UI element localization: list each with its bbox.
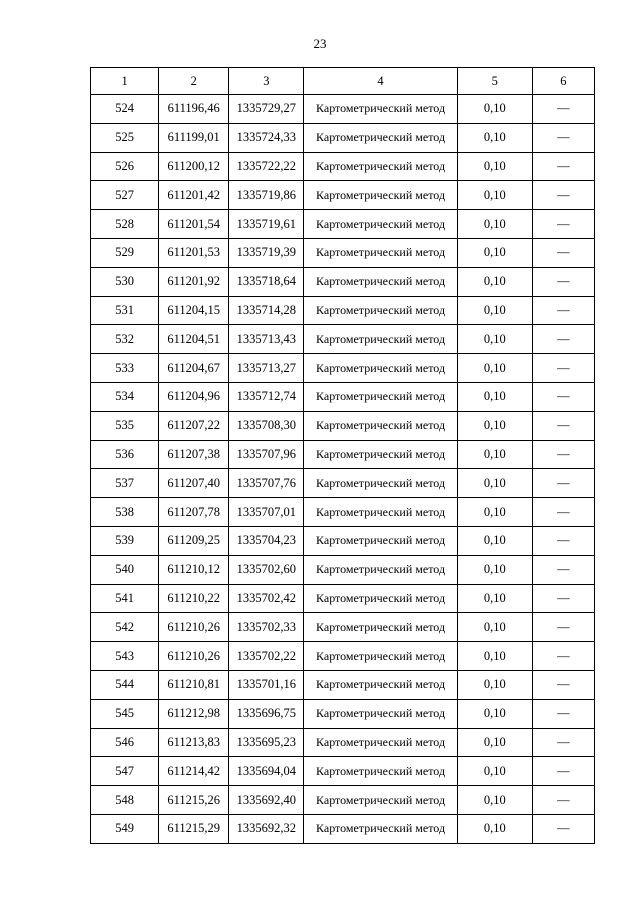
- method-cell: Картометрический метод: [304, 95, 457, 124]
- note-cell: —: [532, 699, 594, 728]
- accuracy-cell: 0,10: [457, 325, 532, 354]
- point-number-cell: 526: [91, 152, 159, 181]
- point-number-cell: 532: [91, 325, 159, 354]
- x-coordinate-cell: 611207,40: [159, 469, 229, 498]
- y-coordinate-cell: 1335696,75: [229, 699, 304, 728]
- header-cell-5: 5: [457, 68, 532, 95]
- header-cell-6: 6: [532, 68, 594, 95]
- x-coordinate-cell: 611204,67: [159, 354, 229, 383]
- y-coordinate-cell: 1335704,23: [229, 526, 304, 555]
- method-cell: Картометрический метод: [304, 382, 457, 411]
- note-cell: —: [532, 670, 594, 699]
- x-coordinate-cell: 611207,38: [159, 440, 229, 469]
- y-coordinate-cell: 1335714,28: [229, 296, 304, 325]
- x-coordinate-cell: 611210,22: [159, 584, 229, 613]
- method-cell: Картометрический метод: [304, 238, 457, 267]
- point-number-cell: 525: [91, 123, 159, 152]
- y-coordinate-cell: 1335719,61: [229, 210, 304, 239]
- table-row: [91, 642, 595, 671]
- method-cell: Картометрический метод: [304, 123, 457, 152]
- accuracy-cell: 0,10: [457, 728, 532, 757]
- table-row: [91, 123, 595, 152]
- table-row: [91, 555, 595, 584]
- y-coordinate-cell: 1335701,16: [229, 670, 304, 699]
- method-cell: Картометрический метод: [304, 555, 457, 584]
- x-coordinate-cell: 611210,12: [159, 555, 229, 584]
- method-cell: Картометрический метод: [304, 210, 457, 239]
- note-cell: —: [532, 325, 594, 354]
- point-number-cell: 536: [91, 440, 159, 469]
- y-coordinate-cell: 1335702,60: [229, 555, 304, 584]
- accuracy-cell: 0,10: [457, 382, 532, 411]
- point-number-cell: 544: [91, 670, 159, 699]
- y-coordinate-cell: 1335719,86: [229, 181, 304, 210]
- table-row: [91, 526, 595, 555]
- method-cell: Картометрический метод: [304, 584, 457, 613]
- header-cell-2: 2: [159, 68, 229, 95]
- x-coordinate-cell: 611209,25: [159, 526, 229, 555]
- header-cell-3: 3: [229, 68, 304, 95]
- x-coordinate-cell: 611214,42: [159, 757, 229, 786]
- note-cell: —: [532, 526, 594, 555]
- y-coordinate-cell: 1335712,74: [229, 382, 304, 411]
- table-body: [91, 95, 595, 844]
- method-cell: Картометрический метод: [304, 498, 457, 527]
- point-number-cell: 535: [91, 411, 159, 440]
- x-coordinate-cell: 611201,92: [159, 267, 229, 296]
- x-coordinate-cell: 611210,81: [159, 670, 229, 699]
- note-cell: —: [532, 584, 594, 613]
- y-coordinate-cell: 1335694,04: [229, 757, 304, 786]
- accuracy-cell: 0,10: [457, 555, 532, 584]
- x-coordinate-cell: 611212,98: [159, 699, 229, 728]
- table-row: [91, 728, 595, 757]
- accuracy-cell: 0,10: [457, 469, 532, 498]
- table-row: [91, 296, 595, 325]
- y-coordinate-cell: 1335719,39: [229, 238, 304, 267]
- note-cell: —: [532, 469, 594, 498]
- point-number-cell: 543: [91, 642, 159, 671]
- note-cell: —: [532, 354, 594, 383]
- method-cell: Картометрический метод: [304, 526, 457, 555]
- point-number-cell: 529: [91, 238, 159, 267]
- y-coordinate-cell: 1335692,40: [229, 786, 304, 815]
- y-coordinate-cell: 1335718,64: [229, 267, 304, 296]
- note-cell: —: [532, 555, 594, 584]
- x-coordinate-cell: 611204,15: [159, 296, 229, 325]
- x-coordinate-cell: 611204,96: [159, 382, 229, 411]
- method-cell: Картометрический метод: [304, 814, 457, 843]
- point-number-cell: 528: [91, 210, 159, 239]
- x-coordinate-cell: 611215,29: [159, 814, 229, 843]
- accuracy-cell: 0,10: [457, 786, 532, 815]
- table-row: [91, 382, 595, 411]
- note-cell: —: [532, 786, 594, 815]
- y-coordinate-cell: 1335695,23: [229, 728, 304, 757]
- x-coordinate-cell: 611213,83: [159, 728, 229, 757]
- method-cell: Картометрический метод: [304, 469, 457, 498]
- x-coordinate-cell: 611210,26: [159, 613, 229, 642]
- table-row: [91, 498, 595, 527]
- table-header: [91, 68, 595, 95]
- accuracy-cell: 0,10: [457, 296, 532, 325]
- accuracy-cell: 0,10: [457, 613, 532, 642]
- note-cell: —: [532, 642, 594, 671]
- table-row: [91, 210, 595, 239]
- x-coordinate-cell: 611207,78: [159, 498, 229, 527]
- method-cell: Картометрический метод: [304, 411, 457, 440]
- note-cell: —: [532, 440, 594, 469]
- y-coordinate-cell: 1335708,30: [229, 411, 304, 440]
- accuracy-cell: 0,10: [457, 411, 532, 440]
- point-number-cell: 545: [91, 699, 159, 728]
- accuracy-cell: 0,10: [457, 814, 532, 843]
- point-number-cell: 538: [91, 498, 159, 527]
- note-cell: —: [532, 613, 594, 642]
- note-cell: —: [532, 814, 594, 843]
- note-cell: —: [532, 95, 594, 124]
- point-number-cell: 533: [91, 354, 159, 383]
- note-cell: —: [532, 757, 594, 786]
- x-coordinate-cell: 611196,46: [159, 95, 229, 124]
- x-coordinate-cell: 611201,53: [159, 238, 229, 267]
- y-coordinate-cell: 1335707,76: [229, 469, 304, 498]
- header-cell-4: 4: [304, 68, 457, 95]
- table-row: [91, 757, 595, 786]
- accuracy-cell: 0,10: [457, 354, 532, 383]
- accuracy-cell: 0,10: [457, 123, 532, 152]
- note-cell: —: [532, 382, 594, 411]
- table-row: [91, 354, 595, 383]
- x-coordinate-cell: 611201,42: [159, 181, 229, 210]
- coordinates-table: [90, 67, 595, 844]
- table-row: [91, 95, 595, 124]
- y-coordinate-cell: 1335702,42: [229, 584, 304, 613]
- x-coordinate-cell: 611199,01: [159, 123, 229, 152]
- table-row: [91, 325, 595, 354]
- note-cell: —: [532, 152, 594, 181]
- method-cell: Картометрический метод: [304, 325, 457, 354]
- y-coordinate-cell: 1335702,22: [229, 642, 304, 671]
- table-row: [91, 440, 595, 469]
- point-number-cell: 531: [91, 296, 159, 325]
- note-cell: —: [532, 238, 594, 267]
- method-cell: Картометрический метод: [304, 786, 457, 815]
- header-row: [91, 68, 595, 95]
- y-coordinate-cell: 1335729,27: [229, 95, 304, 124]
- note-cell: —: [532, 296, 594, 325]
- y-coordinate-cell: 1335722,22: [229, 152, 304, 181]
- note-cell: —: [532, 123, 594, 152]
- table-row: [91, 670, 595, 699]
- accuracy-cell: 0,10: [457, 210, 532, 239]
- x-coordinate-cell: 611201,54: [159, 210, 229, 239]
- x-coordinate-cell: 611200,12: [159, 152, 229, 181]
- table-row: [91, 786, 595, 815]
- y-coordinate-cell: 1335702,33: [229, 613, 304, 642]
- note-cell: —: [532, 210, 594, 239]
- table-row: [91, 699, 595, 728]
- page-number: 23: [313, 36, 327, 51]
- method-cell: Картометрический метод: [304, 267, 457, 296]
- method-cell: Картометрический метод: [304, 440, 457, 469]
- accuracy-cell: 0,10: [457, 498, 532, 527]
- method-cell: Картометрический метод: [304, 296, 457, 325]
- method-cell: Картометрический метод: [304, 699, 457, 728]
- table-row: [91, 613, 595, 642]
- point-number-cell: 546: [91, 728, 159, 757]
- accuracy-cell: 0,10: [457, 757, 532, 786]
- note-cell: —: [532, 498, 594, 527]
- y-coordinate-cell: 1335724,33: [229, 123, 304, 152]
- method-cell: Картометрический метод: [304, 670, 457, 699]
- accuracy-cell: 0,10: [457, 699, 532, 728]
- x-coordinate-cell: 611207,22: [159, 411, 229, 440]
- point-number-cell: 540: [91, 555, 159, 584]
- method-cell: Картометрический метод: [304, 152, 457, 181]
- point-number-cell: 548: [91, 786, 159, 815]
- x-coordinate-cell: 611210,26: [159, 642, 229, 671]
- accuracy-cell: 0,10: [457, 584, 532, 613]
- method-cell: Картометрический метод: [304, 757, 457, 786]
- y-coordinate-cell: 1335707,96: [229, 440, 304, 469]
- point-number-cell: 542: [91, 613, 159, 642]
- method-cell: Картометрический метод: [304, 613, 457, 642]
- y-coordinate-cell: 1335713,43: [229, 325, 304, 354]
- accuracy-cell: 0,10: [457, 440, 532, 469]
- table-row: [91, 469, 595, 498]
- y-coordinate-cell: 1335713,27: [229, 354, 304, 383]
- note-cell: —: [532, 181, 594, 210]
- accuracy-cell: 0,10: [457, 152, 532, 181]
- point-number-cell: 524: [91, 95, 159, 124]
- point-number-cell: 547: [91, 757, 159, 786]
- table-row: [91, 814, 595, 843]
- accuracy-cell: 0,10: [457, 181, 532, 210]
- table-row: [91, 584, 595, 613]
- point-number-cell: 537: [91, 469, 159, 498]
- table-row: [91, 152, 595, 181]
- table-row: [91, 238, 595, 267]
- point-number-cell: 549: [91, 814, 159, 843]
- header-cell-1: 1: [91, 68, 159, 95]
- accuracy-cell: 0,10: [457, 642, 532, 671]
- accuracy-cell: 0,10: [457, 526, 532, 555]
- point-number-cell: 541: [91, 584, 159, 613]
- accuracy-cell: 0,10: [457, 238, 532, 267]
- y-coordinate-cell: 1335707,01: [229, 498, 304, 527]
- table-row: [91, 181, 595, 210]
- note-cell: —: [532, 728, 594, 757]
- note-cell: —: [532, 267, 594, 296]
- method-cell: Картометрический метод: [304, 728, 457, 757]
- point-number-cell: 539: [91, 526, 159, 555]
- method-cell: Картометрический метод: [304, 181, 457, 210]
- accuracy-cell: 0,10: [457, 267, 532, 296]
- accuracy-cell: 0,10: [457, 95, 532, 124]
- x-coordinate-cell: 611204,51: [159, 325, 229, 354]
- x-coordinate-cell: 611215,26: [159, 786, 229, 815]
- point-number-cell: 527: [91, 181, 159, 210]
- note-cell: —: [532, 411, 594, 440]
- table-row: [91, 411, 595, 440]
- y-coordinate-cell: 1335692,32: [229, 814, 304, 843]
- accuracy-cell: 0,10: [457, 670, 532, 699]
- method-cell: Картометрический метод: [304, 354, 457, 383]
- method-cell: Картометрический метод: [304, 642, 457, 671]
- table-row: [91, 267, 595, 296]
- point-number-cell: 534: [91, 382, 159, 411]
- point-number-cell: 530: [91, 267, 159, 296]
